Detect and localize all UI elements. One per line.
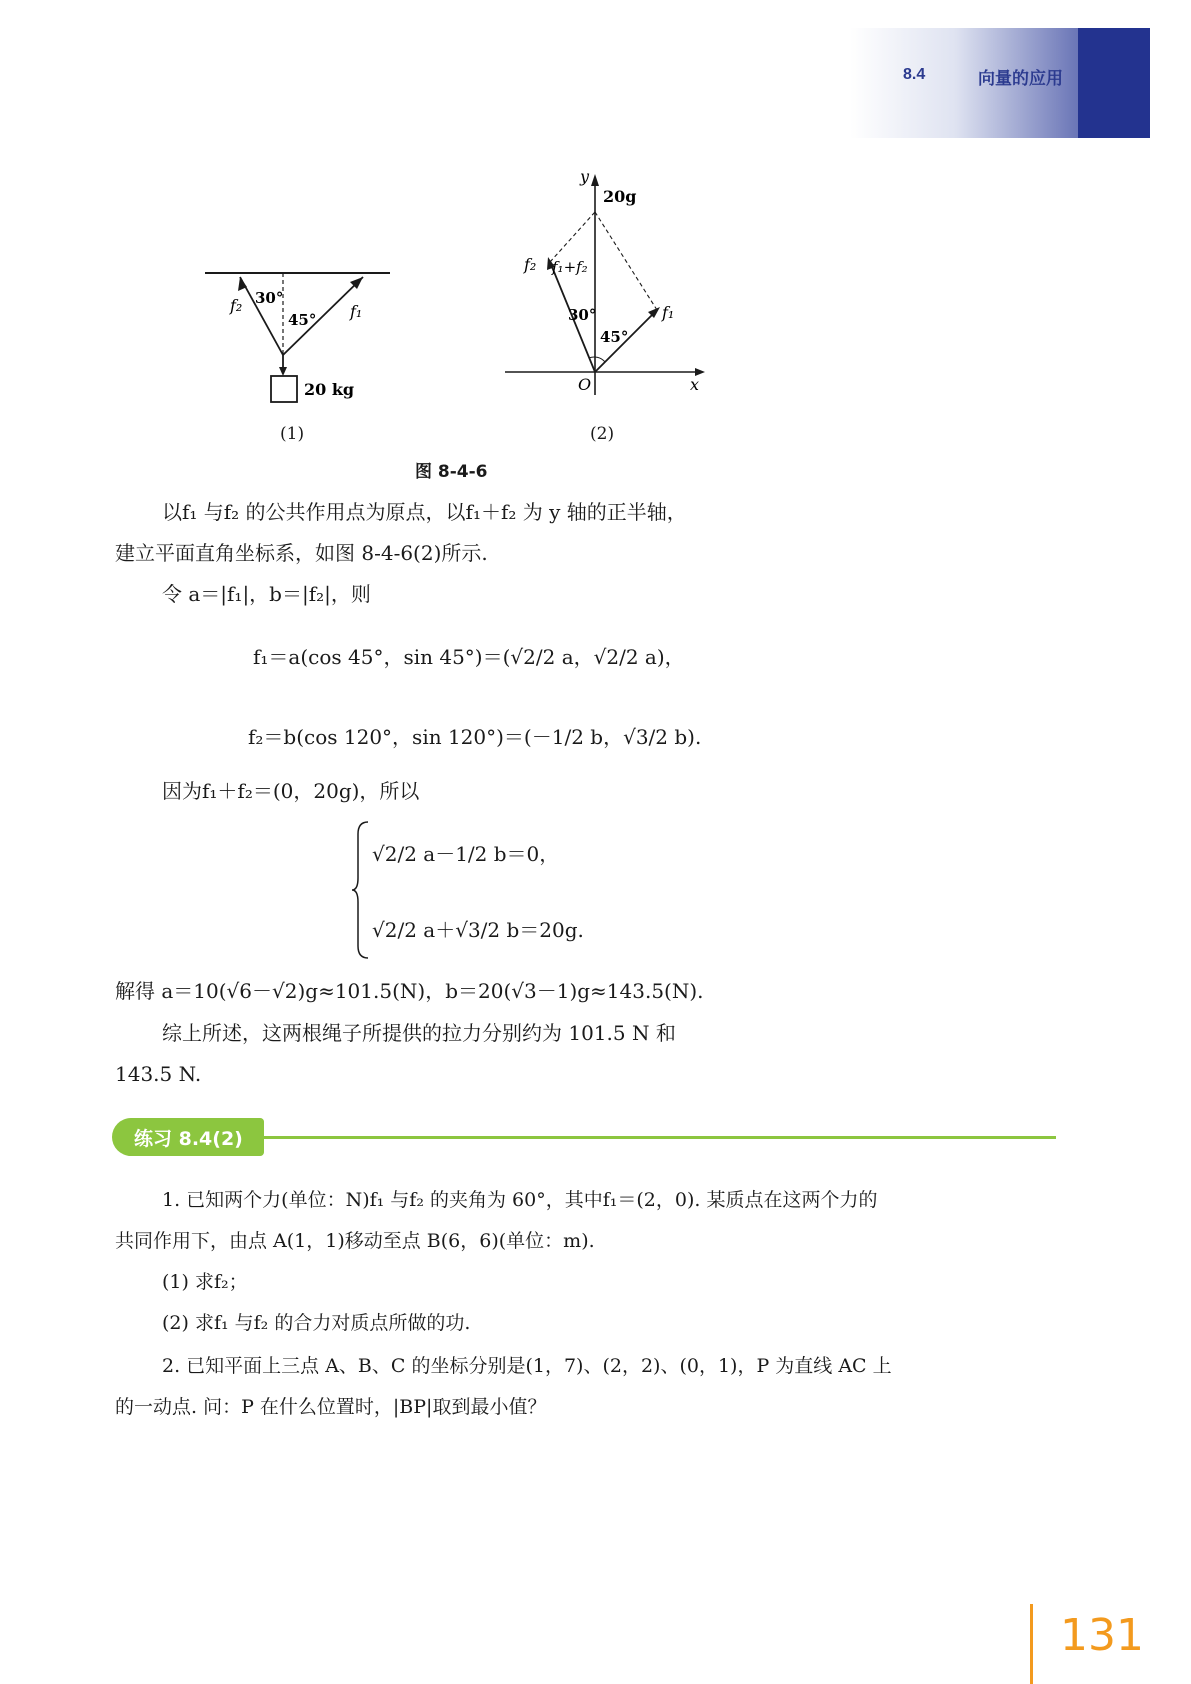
label-origin: O xyxy=(578,375,592,394)
section-title: 向量的应用 xyxy=(978,69,1063,89)
label-f1: f₁ xyxy=(350,302,363,321)
body-line-5: 解得 a＝10(√6－√2)g≈101.5(N)，b＝20(√3－1)g≈143.5(N). xyxy=(115,979,704,1003)
page-number: 131 xyxy=(1060,1610,1144,1661)
exercise-q1-part-2: (2) 求f₁ 与f₂ 的合力对质点所做的功. xyxy=(162,1312,471,1334)
section-number: 8.4 xyxy=(903,66,926,83)
system-eq-2: √2/2 a＋√3/2 b＝20g. xyxy=(372,918,584,942)
label-f1-plus-f2: f₁+f₂ xyxy=(552,258,588,276)
label-x: x xyxy=(690,375,700,394)
body-line-4: 因为f₁＋f₂＝(0，20g)，所以 xyxy=(162,779,420,803)
figure-1-label: (1) xyxy=(280,424,305,444)
body-line-7: 143.5 N. xyxy=(115,1062,202,1086)
header-blue-block xyxy=(1078,28,1150,138)
exercise-q1-part-1: (1) 求f₂； xyxy=(162,1271,248,1293)
figure-caption: 图 8-4-6 xyxy=(415,462,488,482)
exercise-divider xyxy=(264,1136,1056,1139)
label-30: 30° xyxy=(255,289,284,307)
system-eq-1: √2/2 a－1/2 b＝0， xyxy=(372,842,560,866)
label-f2: f₂ xyxy=(230,296,243,315)
exercise-q1-line-2: 共同作用下，由点 A(1，1)移动至点 B(6，6)(单位：m). xyxy=(115,1230,595,1252)
system-brace xyxy=(352,820,372,960)
label-45: 45° xyxy=(600,328,629,346)
label-f2: f₂ xyxy=(524,255,537,274)
exercise-q2-line-2: 的一动点. 问：P 在什么位置时，|BP|取到最小值？ xyxy=(115,1396,547,1418)
exercise-q2-line-1: 2. 已知平面上三点 A、B、C 的坐标分别是(1，7)、(2，2)、(0，1)，P 为直线 AC 上 xyxy=(162,1355,892,1377)
label-20g: 20g xyxy=(603,187,637,206)
label-mass: 20 kg xyxy=(304,380,355,399)
exercise-label: 练习 8.4(2) xyxy=(134,1128,243,1150)
body-line-6: 综上所述，这两根绳子所提供的拉力分别约为 101.5 N 和 xyxy=(162,1021,676,1045)
label-30: 30° xyxy=(568,306,597,324)
page-number-rule xyxy=(1030,1604,1033,1684)
figure-1 xyxy=(200,265,400,435)
label-y: y xyxy=(580,170,590,186)
label-f1: f₁ xyxy=(662,303,675,322)
equation-f2: f₂＝b(cos 120°，sin 120°)＝(－1/2 b，√3/2 b). xyxy=(248,725,702,749)
label-45: 45° xyxy=(288,311,317,329)
equation-f1: f₁＝a(cos 45°，sin 45°)＝(√2/2 a，√2/2 a)， xyxy=(253,645,685,669)
exercise-q1-line-1: 1. 已知两个力(单位：N)f₁ 与f₂ 的夹角为 60°，其中f₁＝(2，0). 某质点在这两个力的 xyxy=(162,1189,878,1211)
figure-2-label: (2) xyxy=(590,424,615,444)
figure-2 xyxy=(500,170,720,400)
body-line-2: 建立平面直角坐标系，如图 8-4-6(2)所示. xyxy=(115,541,488,565)
body-line-3: 令 a＝|f₁|，b＝|f₂|，则 xyxy=(162,582,371,606)
body-line-1: 以f₁ 与f₂ 的公共作用点为原点，以f₁＋f₂ 为 y 轴的正半轴， xyxy=(162,500,687,524)
